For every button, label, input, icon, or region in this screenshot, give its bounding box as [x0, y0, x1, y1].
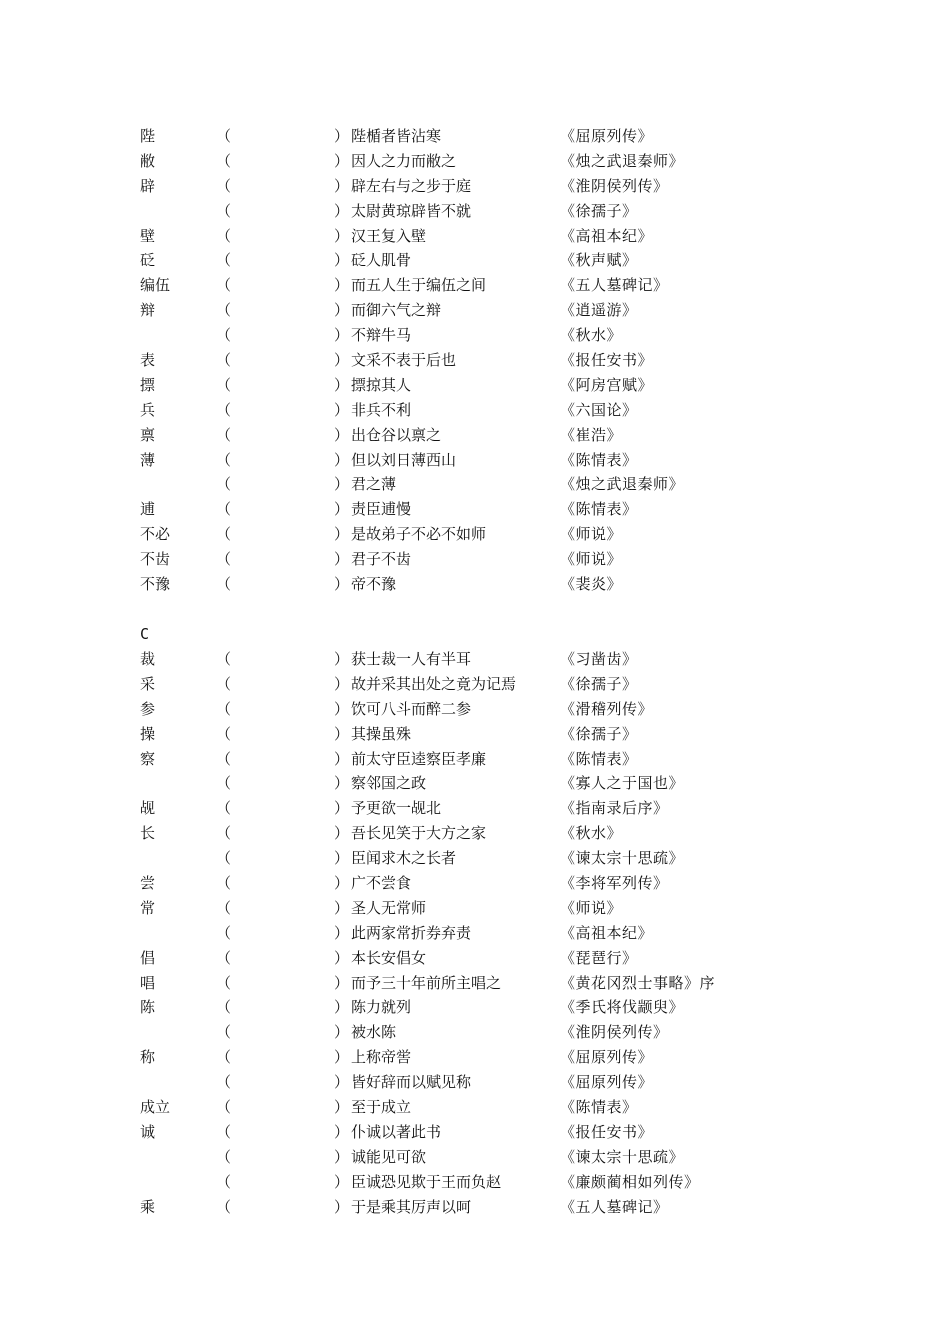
source-title: 《琵琶行》: [560, 948, 638, 967]
example-sentence: 不辩牛马: [351, 326, 412, 345]
blank-close-paren: ）: [334, 1023, 350, 1042]
entry-word: 摽: [140, 375, 156, 394]
vocab-entry-row: [0, 373, 950, 398]
blank-close-paren: ）: [334, 973, 350, 992]
blank-close-paren: ）: [334, 351, 350, 370]
source-title: 《季氏将伐颛臾》: [560, 998, 685, 1017]
vocab-entry-row: [0, 747, 950, 772]
example-sentence: 此两家常折券弃责: [351, 923, 472, 942]
vocab-entry-row: [0, 771, 950, 796]
vocab-entry-row: [0, 398, 950, 423]
entry-word: 敝: [140, 151, 156, 170]
source-title: 《谏太宗十思疏》: [560, 1147, 685, 1166]
vocab-entry-row: [0, 846, 950, 871]
blank-open-paren: （: [216, 898, 232, 917]
source-title: 《陈情表》: [560, 1098, 638, 1117]
blank-open-paren: （: [216, 550, 232, 569]
blank-open-paren: （: [216, 1048, 232, 1067]
example-sentence: 察邻国之政: [351, 774, 427, 793]
entry-word: 察: [140, 749, 156, 768]
vocab-entry-row: [0, 1120, 950, 1145]
source-title: 《谏太宗十思疏》: [560, 849, 685, 868]
blank-close-paren: ）: [334, 674, 350, 693]
source-title: 《五人墓碑记》: [560, 276, 669, 295]
example-sentence: 汉王复入壁: [351, 226, 427, 245]
blank-open-paren: （: [216, 326, 232, 345]
example-sentence: 其操虽殊: [351, 724, 412, 743]
blank-close-paren: ）: [334, 749, 350, 768]
vocab-entry-row: [0, 1020, 950, 1045]
source-title: 《师说》: [560, 525, 623, 544]
blank-close-paren: ）: [334, 127, 350, 145]
blank-open-paren: （: [216, 1147, 232, 1166]
source-title: 《习凿齿》: [560, 650, 638, 668]
example-sentence: 而五人生于编伍之间: [351, 276, 487, 295]
blank-close-paren: ）: [334, 1122, 350, 1141]
blank-open-paren: （: [216, 973, 232, 992]
source-title: 《崔浩》: [560, 425, 623, 444]
blank-close-paren: ）: [334, 450, 350, 469]
entry-word: 长: [140, 824, 156, 843]
example-sentence: 责臣逋慢: [351, 500, 412, 519]
blank-open-paren: （: [216, 1023, 232, 1042]
blank-close-paren: ）: [334, 201, 350, 220]
entry-word: 编伍: [140, 276, 171, 295]
blank-open-paren: （: [216, 500, 232, 519]
blank-open-paren: （: [216, 1197, 232, 1216]
blank-close-paren: ）: [334, 276, 350, 295]
blank-open-paren: （: [216, 799, 232, 818]
entry-word: 表: [140, 351, 156, 370]
example-sentence: 太尉黄琼辟皆不就: [351, 201, 472, 220]
example-sentence: 吾长见笑于大方之家: [351, 824, 487, 843]
example-sentence: 非兵不利: [351, 400, 412, 419]
entry-word: 乘: [140, 1197, 156, 1216]
blank-open-paren: （: [216, 301, 232, 320]
blank-open-paren: （: [216, 1073, 232, 1092]
example-sentence: 摽掠其人: [351, 375, 412, 394]
blank-open-paren: （: [216, 1098, 232, 1117]
blank-close-paren: ）: [334, 1073, 350, 1092]
vocab-entry-row: [0, 1195, 950, 1220]
blank-open-paren: （: [216, 425, 232, 444]
source-title: 《淮阴侯列传》: [560, 1023, 669, 1042]
blank-open-paren: （: [216, 948, 232, 967]
blank-open-paren: （: [216, 849, 232, 868]
source-title: 《屈原列传》: [560, 127, 654, 145]
vocab-entry-row: [0, 199, 950, 224]
blank-open-paren: （: [216, 674, 232, 693]
entry-word: 尝: [140, 874, 156, 893]
blank-close-paren: ）: [334, 799, 350, 818]
example-sentence: 上称帝喾: [351, 1048, 412, 1067]
blank-close-paren: ）: [334, 475, 350, 494]
source-title: 《秋水》: [560, 824, 623, 843]
vocab-entry-row: [0, 547, 950, 572]
source-title: 《六国论》: [560, 400, 638, 419]
vocab-entry-row: [0, 995, 950, 1020]
blank-open-paren: （: [216, 650, 232, 668]
vocab-entry-row: [0, 448, 950, 473]
vocab-entry-row: [0, 697, 950, 722]
vocab-entry-row: [0, 497, 950, 522]
entry-word: 唱: [140, 973, 156, 992]
vocab-entry-row: [0, 796, 950, 821]
blank-close-paren: ）: [334, 923, 350, 942]
blank-close-paren: ）: [334, 898, 350, 917]
vocab-entry-row: [0, 672, 950, 697]
example-sentence: 于是乘其厉声以呵: [351, 1197, 472, 1216]
source-title: 《裴炎》: [560, 575, 623, 594]
source-title: 《徐孺子》: [560, 724, 638, 743]
example-sentence: 获士裁一人有半耳: [351, 650, 472, 668]
source-title: 《淮阴侯列传》: [560, 176, 669, 195]
blank-close-paren: ）: [334, 724, 350, 743]
blank-open-paren: （: [216, 351, 232, 370]
entry-word: 辩: [140, 301, 156, 320]
example-sentence: 陛楯者皆沾寒: [351, 127, 442, 145]
entry-word: 称: [140, 1048, 156, 1067]
vocab-entry-row: [0, 1070, 950, 1095]
vocab-entry-row: [0, 572, 950, 597]
blank-open-paren: （: [216, 226, 232, 245]
entry-word: 不豫: [140, 575, 171, 594]
blank-open-paren: （: [216, 201, 232, 220]
example-sentence: 广不尝食: [351, 874, 412, 893]
vocab-entry-row: [0, 298, 950, 323]
entry-word: 参: [140, 699, 156, 718]
source-title: 《屈原列传》: [560, 1073, 654, 1092]
example-sentence: 陈力就列: [351, 998, 412, 1017]
entry-word: 觇: [140, 799, 156, 818]
source-title: 《指南录后序》: [560, 799, 669, 818]
blank-close-paren: ）: [334, 226, 350, 245]
blank-close-paren: ）: [334, 650, 350, 668]
blank-open-paren: （: [216, 749, 232, 768]
example-sentence: 辟左右与之步于庭: [351, 176, 472, 195]
example-sentence: 而御六气之辩: [351, 301, 442, 320]
entry-word: 操: [140, 724, 156, 743]
blank-close-paren: ）: [334, 575, 350, 594]
blank-close-paren: ）: [334, 400, 350, 419]
section-letter-heading: C: [140, 625, 150, 643]
blank-close-paren: ）: [334, 425, 350, 444]
blank-close-paren: ）: [334, 1172, 350, 1191]
example-sentence: 诚能见可欲: [351, 1147, 427, 1166]
blank-close-paren: ）: [334, 699, 350, 718]
example-sentence: 前太守臣逵察臣孝廉: [351, 749, 487, 768]
blank-open-paren: （: [216, 699, 232, 718]
vocab-entry-row: [0, 1045, 950, 1070]
blank-open-paren: （: [216, 400, 232, 419]
source-title: 《黄花冈烈士事略》序: [560, 973, 716, 992]
source-title: 《五人墓碑记》: [560, 1197, 669, 1216]
vocab-entry-row: [0, 224, 950, 249]
vocab-entry-row: [0, 722, 950, 747]
example-sentence: 臣诚恐见欺于王而负赵: [351, 1172, 502, 1191]
vocab-entry-row: [0, 323, 950, 348]
entry-word: 壁: [140, 226, 156, 245]
blank-open-paren: （: [216, 475, 232, 494]
entry-word: 不齿: [140, 550, 171, 569]
source-title: 《滑稽列传》: [560, 699, 654, 718]
source-title: 《逍遥游》: [560, 301, 638, 320]
source-title: 《屈原列传》: [560, 1048, 654, 1067]
vocab-entry-row: [0, 647, 950, 672]
blank-open-paren: （: [216, 251, 232, 270]
example-sentence: 帝不豫: [351, 575, 397, 594]
example-sentence: 君之薄: [351, 475, 397, 494]
blank-open-paren: （: [216, 824, 232, 843]
blank-close-paren: ）: [334, 1048, 350, 1067]
blank-open-paren: （: [216, 127, 232, 145]
entry-word: 常: [140, 898, 156, 917]
example-sentence: 饮可八斗而醉二参: [351, 699, 472, 718]
vocab-entry-row: [0, 248, 950, 273]
entry-word: 陛: [140, 127, 156, 145]
source-title: 《烛之武退秦师》: [560, 475, 685, 494]
example-sentence: 君子不齿: [351, 550, 412, 569]
source-title: 《高祖本纪》: [560, 923, 654, 942]
blank-close-paren: ）: [334, 824, 350, 843]
source-title: 《秋声赋》: [560, 251, 638, 270]
blank-open-paren: （: [216, 923, 232, 942]
source-title: 《廉颇蔺相如列传》: [560, 1172, 700, 1191]
blank-close-paren: ）: [334, 251, 350, 270]
blank-close-paren: ）: [334, 1197, 350, 1216]
vocab-entry-row: [0, 174, 950, 199]
blank-close-paren: ）: [334, 301, 350, 320]
source-title: 《烛之武退秦师》: [560, 151, 685, 170]
blank-open-paren: （: [216, 774, 232, 793]
blank-close-paren: ）: [334, 176, 350, 195]
entry-word: 采: [140, 674, 156, 693]
example-sentence: 仆诚以著此书: [351, 1122, 442, 1141]
blank-open-paren: （: [216, 575, 232, 594]
blank-close-paren: ）: [334, 326, 350, 345]
entry-word: 砭: [140, 251, 156, 270]
entry-word: 辟: [140, 176, 156, 195]
example-sentence: 被水陈: [351, 1023, 397, 1042]
vocab-entry-row: [0, 472, 950, 497]
vocab-entry-row: [0, 896, 950, 921]
source-title: 《寡人之于国也》: [560, 774, 685, 793]
blank-close-paren: ）: [334, 1098, 350, 1117]
vocab-entry-row: [0, 971, 950, 996]
entry-word: 成立: [140, 1098, 171, 1117]
source-title: 《李将军列传》: [560, 874, 669, 893]
blank-open-paren: （: [216, 151, 232, 170]
example-sentence: 至于成立: [351, 1098, 412, 1117]
example-sentence: 但以刘日薄西山: [351, 450, 457, 469]
example-sentence: 出仓谷以禀之: [351, 425, 442, 444]
entry-word: 倡: [140, 948, 156, 967]
example-sentence: 砭人肌骨: [351, 251, 412, 270]
source-title: 《徐孺子》: [560, 674, 638, 693]
source-title: 《秋水》: [560, 326, 623, 345]
vocab-entry-row: [0, 348, 950, 373]
blank-close-paren: ）: [334, 874, 350, 893]
entry-word: 陈: [140, 998, 156, 1017]
vocabulary-list: [0, 124, 950, 597]
vocab-entry-row: [0, 871, 950, 896]
blank-close-paren: ）: [334, 774, 350, 793]
blank-open-paren: （: [216, 998, 232, 1017]
vocab-entry-row: [0, 149, 950, 174]
vocab-entry-row: [0, 423, 950, 448]
blank-open-paren: （: [216, 874, 232, 893]
entry-word: 薄: [140, 450, 156, 469]
example-sentence: 是故弟子不必不如师: [351, 525, 487, 544]
blank-open-paren: （: [216, 276, 232, 295]
source-title: 《师说》: [560, 550, 623, 569]
blank-close-paren: ）: [334, 375, 350, 394]
blank-close-paren: ）: [334, 1147, 350, 1166]
blank-open-paren: （: [216, 1172, 232, 1191]
blank-close-paren: ）: [334, 550, 350, 569]
source-title: 《陈情表》: [560, 450, 638, 469]
vocab-entry-row: [0, 1170, 950, 1195]
blank-close-paren: ）: [334, 998, 350, 1017]
source-title: 《阿房宫赋》: [560, 375, 654, 394]
source-title: 《陈情表》: [560, 500, 638, 519]
blank-open-paren: （: [216, 176, 232, 195]
vocab-entry-row: [0, 273, 950, 298]
example-sentence: 皆好辞而以赋见称: [351, 1073, 472, 1092]
source-title: 《报任安书》: [560, 351, 654, 370]
blank-close-paren: ）: [334, 948, 350, 967]
example-sentence: 故并采其出处之竟为记焉: [351, 674, 517, 693]
entry-word: 诚: [140, 1122, 156, 1141]
example-sentence: 圣人无常师: [351, 898, 427, 917]
vocab-entry-row: [0, 946, 950, 971]
blank-open-paren: （: [216, 525, 232, 544]
entry-word: 逋: [140, 500, 156, 519]
blank-open-paren: （: [216, 1122, 232, 1141]
vocab-entry-row: [0, 124, 950, 149]
source-title: 《报任安书》: [560, 1122, 654, 1141]
blank-open-paren: （: [216, 375, 232, 394]
entry-word: 禀: [140, 425, 156, 444]
entry-word: 不必: [140, 525, 171, 544]
example-sentence: 而予三十年前所主唱之: [351, 973, 502, 992]
blank-close-paren: ）: [334, 849, 350, 868]
example-sentence: 予更欲一觇北: [351, 799, 442, 818]
example-sentence: 本长安倡女: [351, 948, 427, 967]
source-title: 《陈情表》: [560, 749, 638, 768]
blank-open-paren: （: [216, 724, 232, 743]
vocab-entry-row: [0, 821, 950, 846]
vocab-entry-row: [0, 1145, 950, 1170]
source-title: 《高祖本纪》: [560, 226, 654, 245]
blank-close-paren: ）: [334, 500, 350, 519]
entry-word: 兵: [140, 400, 156, 419]
source-title: 《师说》: [560, 898, 623, 917]
blank-close-paren: ）: [334, 525, 350, 544]
vocab-entry-row: [0, 921, 950, 946]
example-sentence: 臣闻求木之长者: [351, 849, 457, 868]
example-sentence: 文采不表于后也: [351, 351, 457, 370]
source-title: 《徐孺子》: [560, 201, 638, 220]
example-sentence: 因人之力而敝之: [351, 151, 457, 170]
vocabulary-list: [0, 647, 950, 1219]
blank-close-paren: ）: [334, 151, 350, 170]
blank-open-paren: （: [216, 450, 232, 469]
vocab-entry-row: [0, 1095, 950, 1120]
vocab-entry-row: [0, 522, 950, 547]
entry-word: 裁: [140, 650, 156, 668]
